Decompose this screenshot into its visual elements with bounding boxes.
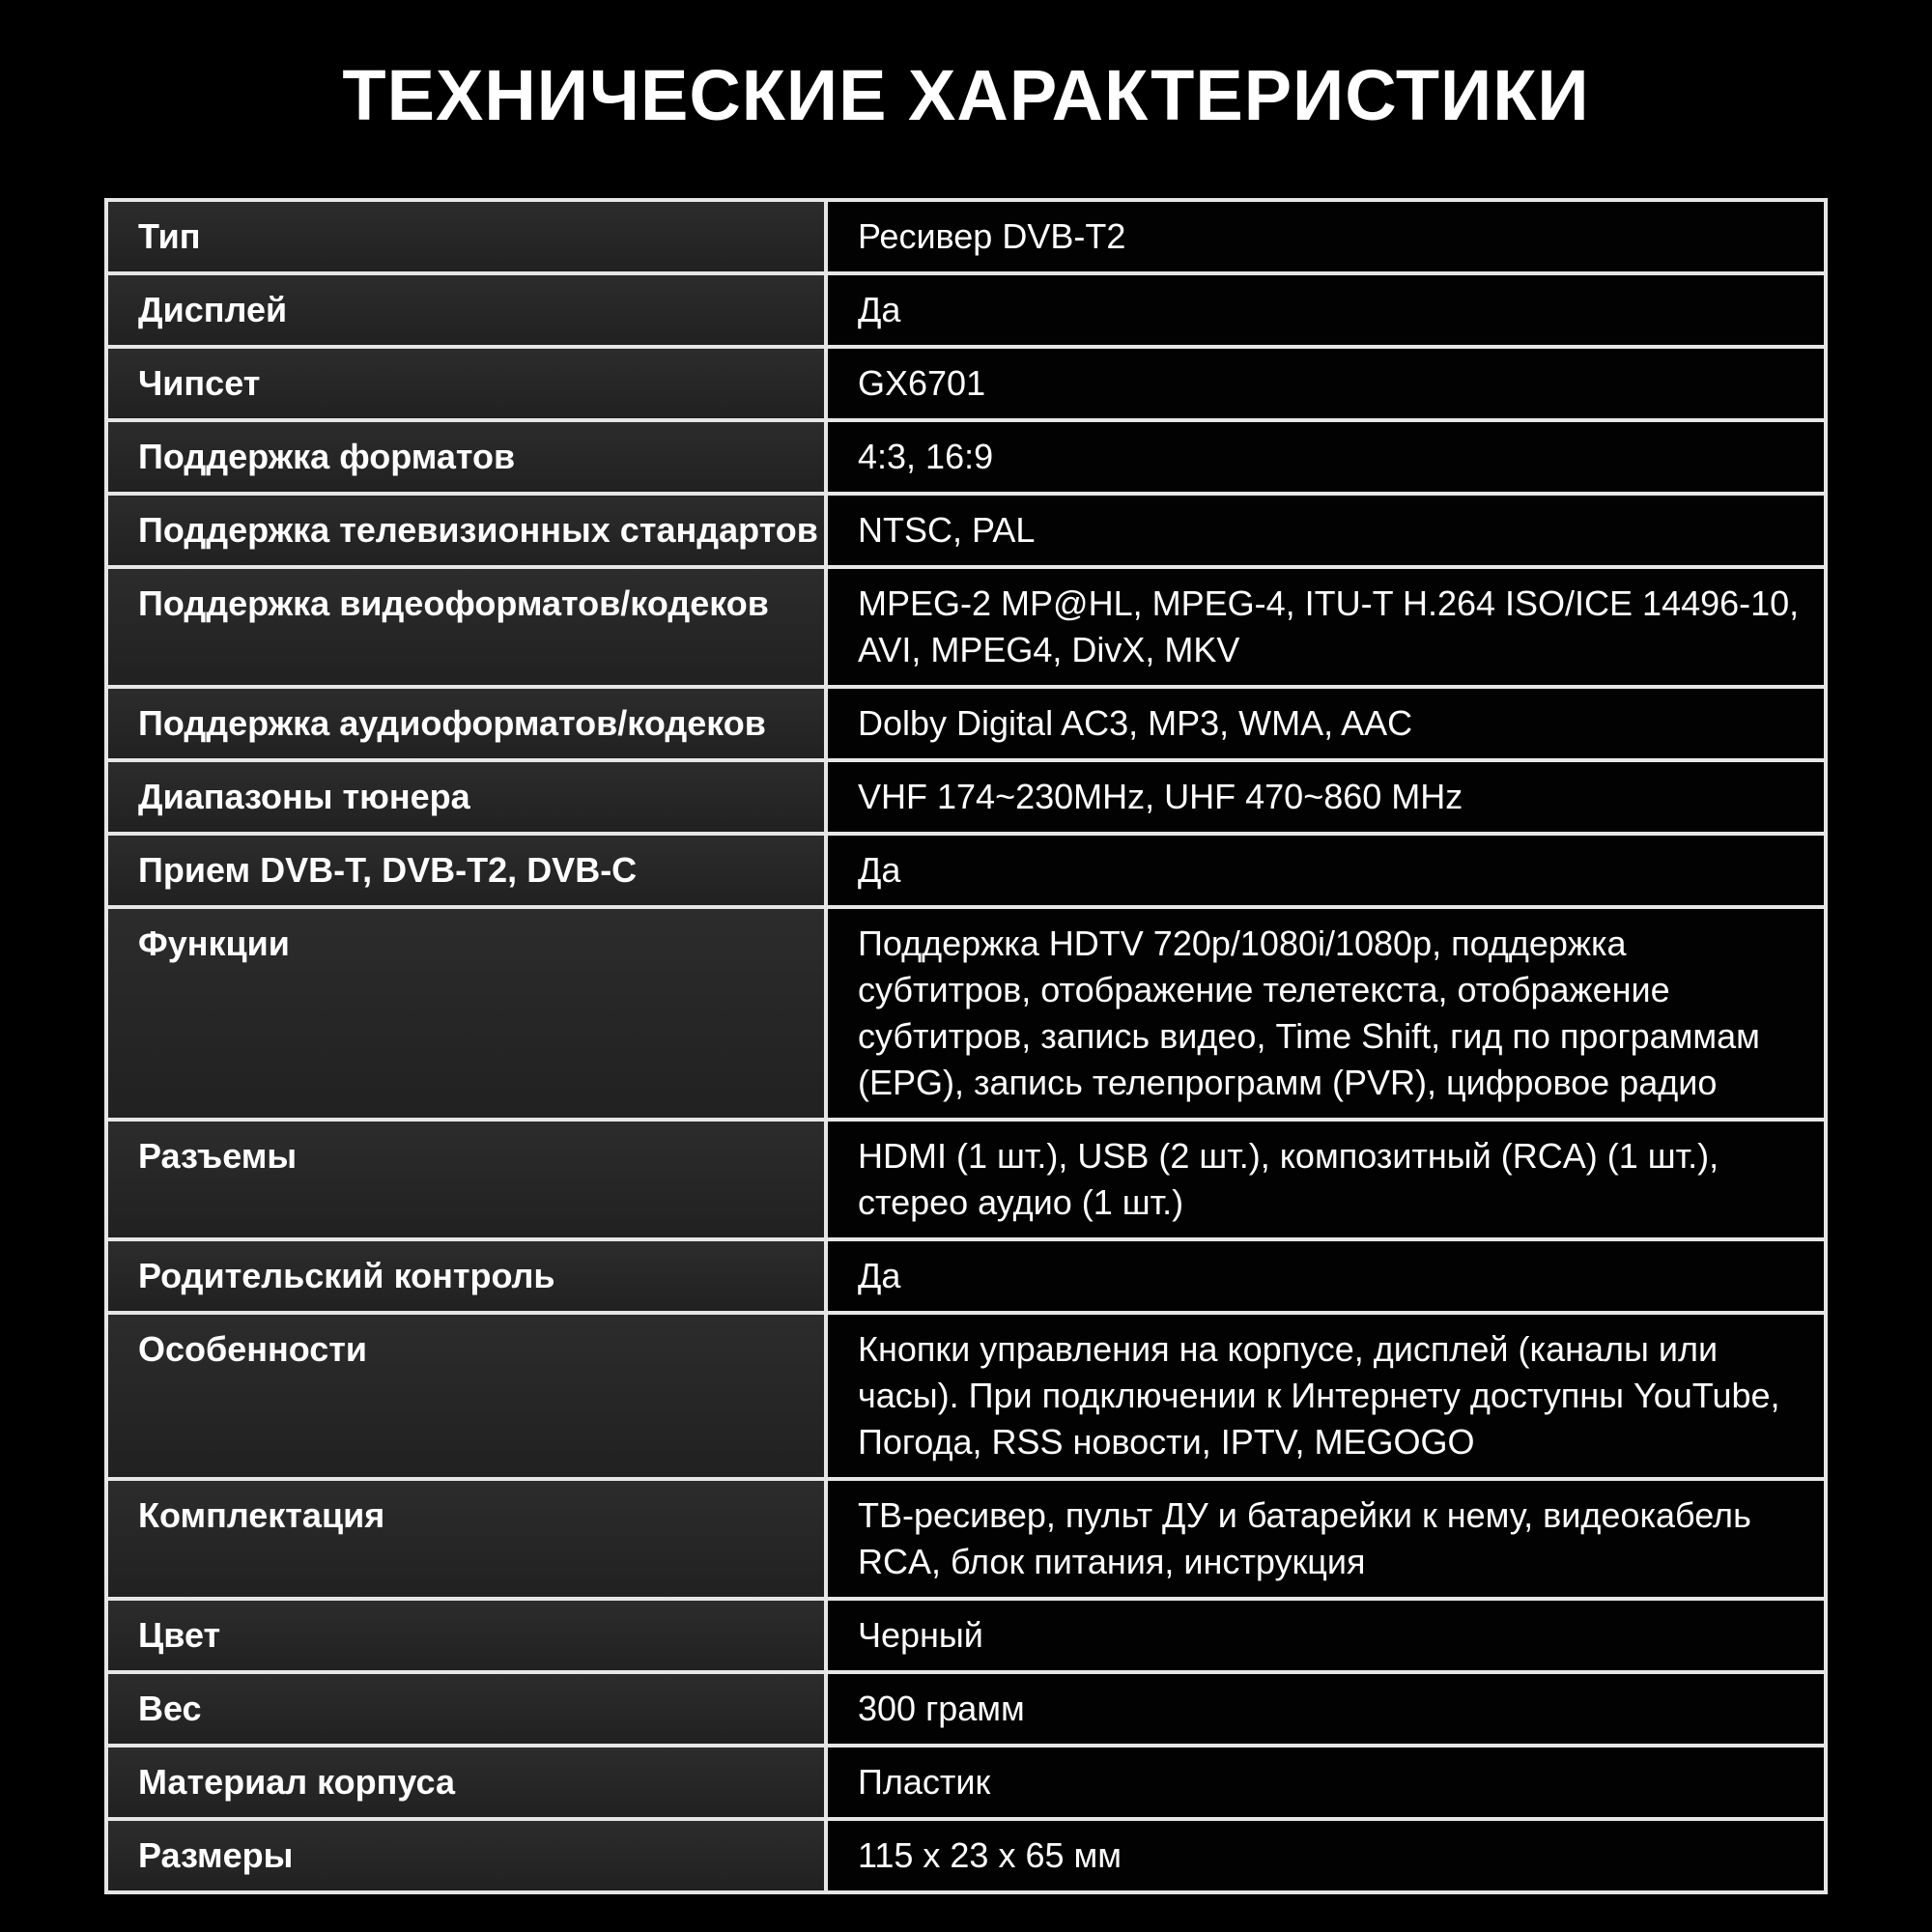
spec-label-cell: Особенности	[106, 1313, 826, 1479]
table-row	[106, 687, 1826, 760]
spec-label-cell: Материал корпуса	[106, 1746, 826, 1819]
spec-value-cell: 300 грамм	[826, 1672, 1826, 1746]
spec-label-cell: Чипсет	[106, 347, 826, 420]
table-row	[106, 834, 1826, 907]
table-row	[106, 347, 1826, 420]
table-row	[106, 1746, 1826, 1819]
table-row	[106, 907, 1826, 1120]
table-row	[106, 1819, 1826, 1892]
table-row	[106, 1120, 1826, 1239]
spec-label-cell: Поддержка видеоформатов/кодеков	[106, 567, 826, 687]
spec-value-cell: ТВ-ресивер, пульт ДУ и батарейки к нему, видеокабель RCA, блок питания, инструкция	[826, 1479, 1826, 1599]
spec-value-cell: VHF 174~230MHz, UHF 470~860 MHz	[826, 760, 1826, 834]
spec-label-cell: Диапазоны тюнера	[106, 760, 826, 834]
spec-label-cell: Комплектация	[106, 1479, 826, 1599]
spec-label-cell: Размеры	[106, 1819, 826, 1892]
spec-value-cell: MPEG-2 MP@HL, MPEG-4, ITU-T H.264 ISO/ICE 14496-10, AVI, MPEG4, DivX, MKV	[826, 567, 1826, 687]
spec-value-cell: NTSC, PAL	[826, 494, 1826, 567]
specs-table	[104, 198, 1828, 1894]
spec-label-cell: Поддержка аудиоформатов/кодеков	[106, 687, 826, 760]
spec-value-cell: Да	[826, 834, 1826, 907]
spec-label-cell: Разъемы	[106, 1120, 826, 1239]
table-row	[106, 200, 1826, 273]
spec-label-cell: Функции	[106, 907, 826, 1120]
spec-label-cell: Вес	[106, 1672, 826, 1746]
table-row	[106, 494, 1826, 567]
table-row	[106, 1239, 1826, 1313]
spec-value-cell: Кнопки управления на корпусе, дисплей (каналы или часы). При подключении к Интернету доступны YouTube, Погода, RSS новости, IPTV, MEGOGO	[826, 1313, 1826, 1479]
spec-label-cell: Поддержка телевизионных стандартов	[106, 494, 826, 567]
table-row	[106, 1479, 1826, 1599]
spec-label-cell: Дисплей	[106, 273, 826, 347]
spec-value-cell: GX6701	[826, 347, 1826, 420]
spec-label-cell: Поддержка форматов	[106, 420, 826, 494]
page-title: ТЕХНИЧЕСКИЕ ХАРАКТЕРИСТИКИ	[342, 55, 1590, 135]
spec-value-cell: HDMI (1 шт.), USB (2 шт.), композитный (RCA) (1 шт.), стерео аудио (1 шт.)	[826, 1120, 1826, 1239]
table-row	[106, 567, 1826, 687]
table-row	[106, 760, 1826, 834]
table-row	[106, 1672, 1826, 1746]
spec-value-cell: Dolby Digital AC3, MP3, WMA, AAC	[826, 687, 1826, 760]
spec-value-cell: Черный	[826, 1599, 1826, 1672]
spec-value-cell: Да	[826, 273, 1826, 347]
spec-value-cell: Поддержка HDTV 720p/1080i/1080p, поддержка субтитров, отображение телетекста, отображение субтитров, запись видео, Time Shift, гид по программам (EPG), запись телепрограмм (PVR), цифровое радио	[826, 907, 1826, 1120]
spec-label-cell: Тип	[106, 200, 826, 273]
table-row	[106, 1599, 1826, 1672]
spec-value-cell: Да	[826, 1239, 1826, 1313]
spec-value-cell: 4:3, 16:9	[826, 420, 1826, 494]
spec-label-cell: Родительский контроль	[106, 1239, 826, 1313]
table-row	[106, 1313, 1826, 1479]
spec-value-cell: Ресивер DVB-T2	[826, 200, 1826, 273]
table-row	[106, 420, 1826, 494]
spec-label-cell: Цвет	[106, 1599, 826, 1672]
spec-value-cell: Пластик	[826, 1746, 1826, 1819]
spec-label-cell: Прием DVB-T, DVB-T2, DVB-C	[106, 834, 826, 907]
spec-value-cell: 115 x 23 x 65 мм	[826, 1819, 1826, 1892]
table-row	[106, 273, 1826, 347]
specs-table-body	[106, 200, 1826, 1892]
